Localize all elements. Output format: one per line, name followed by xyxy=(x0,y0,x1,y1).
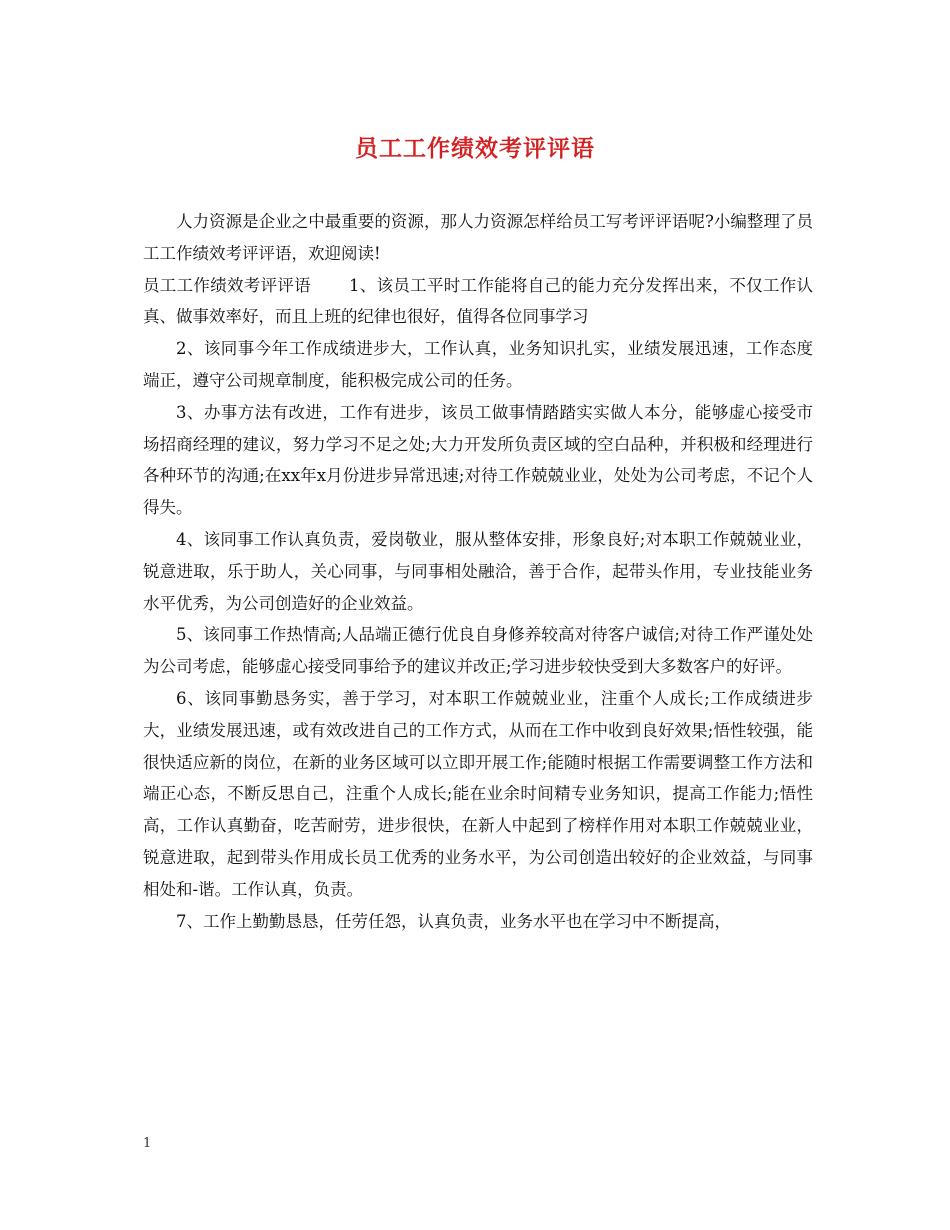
evaluation-item-6: 6、该同事勤恳务实，善于学习，对本职工作兢兢业业，注重个人成长;工作成绩进步大，业绩发展迅速，或有效改进自己的工作方式，从而在工作中收到良好效果;悟性较强，能很快适应新的岗位，在新的业务区域可以立即开展工作;能随时根据工作需要调整工作方法和端正心态，不断反思自己，注重个人成长;能在业余时间精专业务知识，提高工作能力;悟性高，工作认真勤奋，吃苦耐劳，进步很快，在新人中起到了榜样作用对本职工作兢兢业业，锐意进取，起到带头作用成长员工优秀的业务水平，为公司创造出较好的企业效益，与同事相处和-谐。工作认真，负责。 xyxy=(143,688,813,899)
intro-paragraph: 人力资源是企业之中最重要的资源，那人力资源怎样给员工写考评评语呢?小编整理了员工工作绩效考评评语，欢迎阅读! xyxy=(143,212,813,263)
evaluation-item-7: 7、工作上勤勤恳恳，任劳任怨，认真负责，业务水平也在学习中不断提高， xyxy=(176,911,731,931)
evaluation-item-1: 1、该员工平时工作能将自己的能力充分发挥出来，不仅工作认真、做事效率好，而且上班的纪律也很好，值得各位同事学习 xyxy=(143,275,814,327)
section-subheading: 员工工作绩效考评评语 xyxy=(143,275,311,295)
page-number: 1 xyxy=(143,1136,152,1151)
evaluation-item-2: 2、该同事今年工作成绩进步大，工作认真，业务知识扎实，业绩发展迅速，工作态度端正，遵守公司规章制度，能积极完成公司的任务。 xyxy=(143,339,813,390)
evaluation-item-5: 5、该同事工作热情高;人品端正德行优良自身修养较高对待客户诚信;对待工作严谨处处为公司考虑，能够虚心接受同事给予的建议并改正;学习进步较快受到大多数客户的好评。 xyxy=(143,625,813,677)
subheading-and-item-1 xyxy=(143,270,813,334)
document-title: 员工工作绩效考评评语 xyxy=(355,135,595,162)
document-body xyxy=(143,206,813,937)
evaluation-item-4: 4、该同事工作认真负责，爱岗敬业，服从整体安排，形象良好;对本职工作兢兢业业，锐意进取，乐于助人，关心同事，与同事相处融洽，善于合作，起带头作用，专业技能业务水平优秀，为公司创造好的企业效益。 xyxy=(143,529,813,613)
evaluation-item-3: 3、办事方法有改进，工作有进步，该员工做事情踏踏实实做人本分，能够虚心接受市场招商经理的建议，努力学习不足之处;大力开发所负责区域的空白品种，并积极和经理进行各种环节的沟通;在xx年x月份进步异常迅速;对待工作兢兢业业，处处为公司考虑，不记个人得失。 xyxy=(143,402,813,518)
